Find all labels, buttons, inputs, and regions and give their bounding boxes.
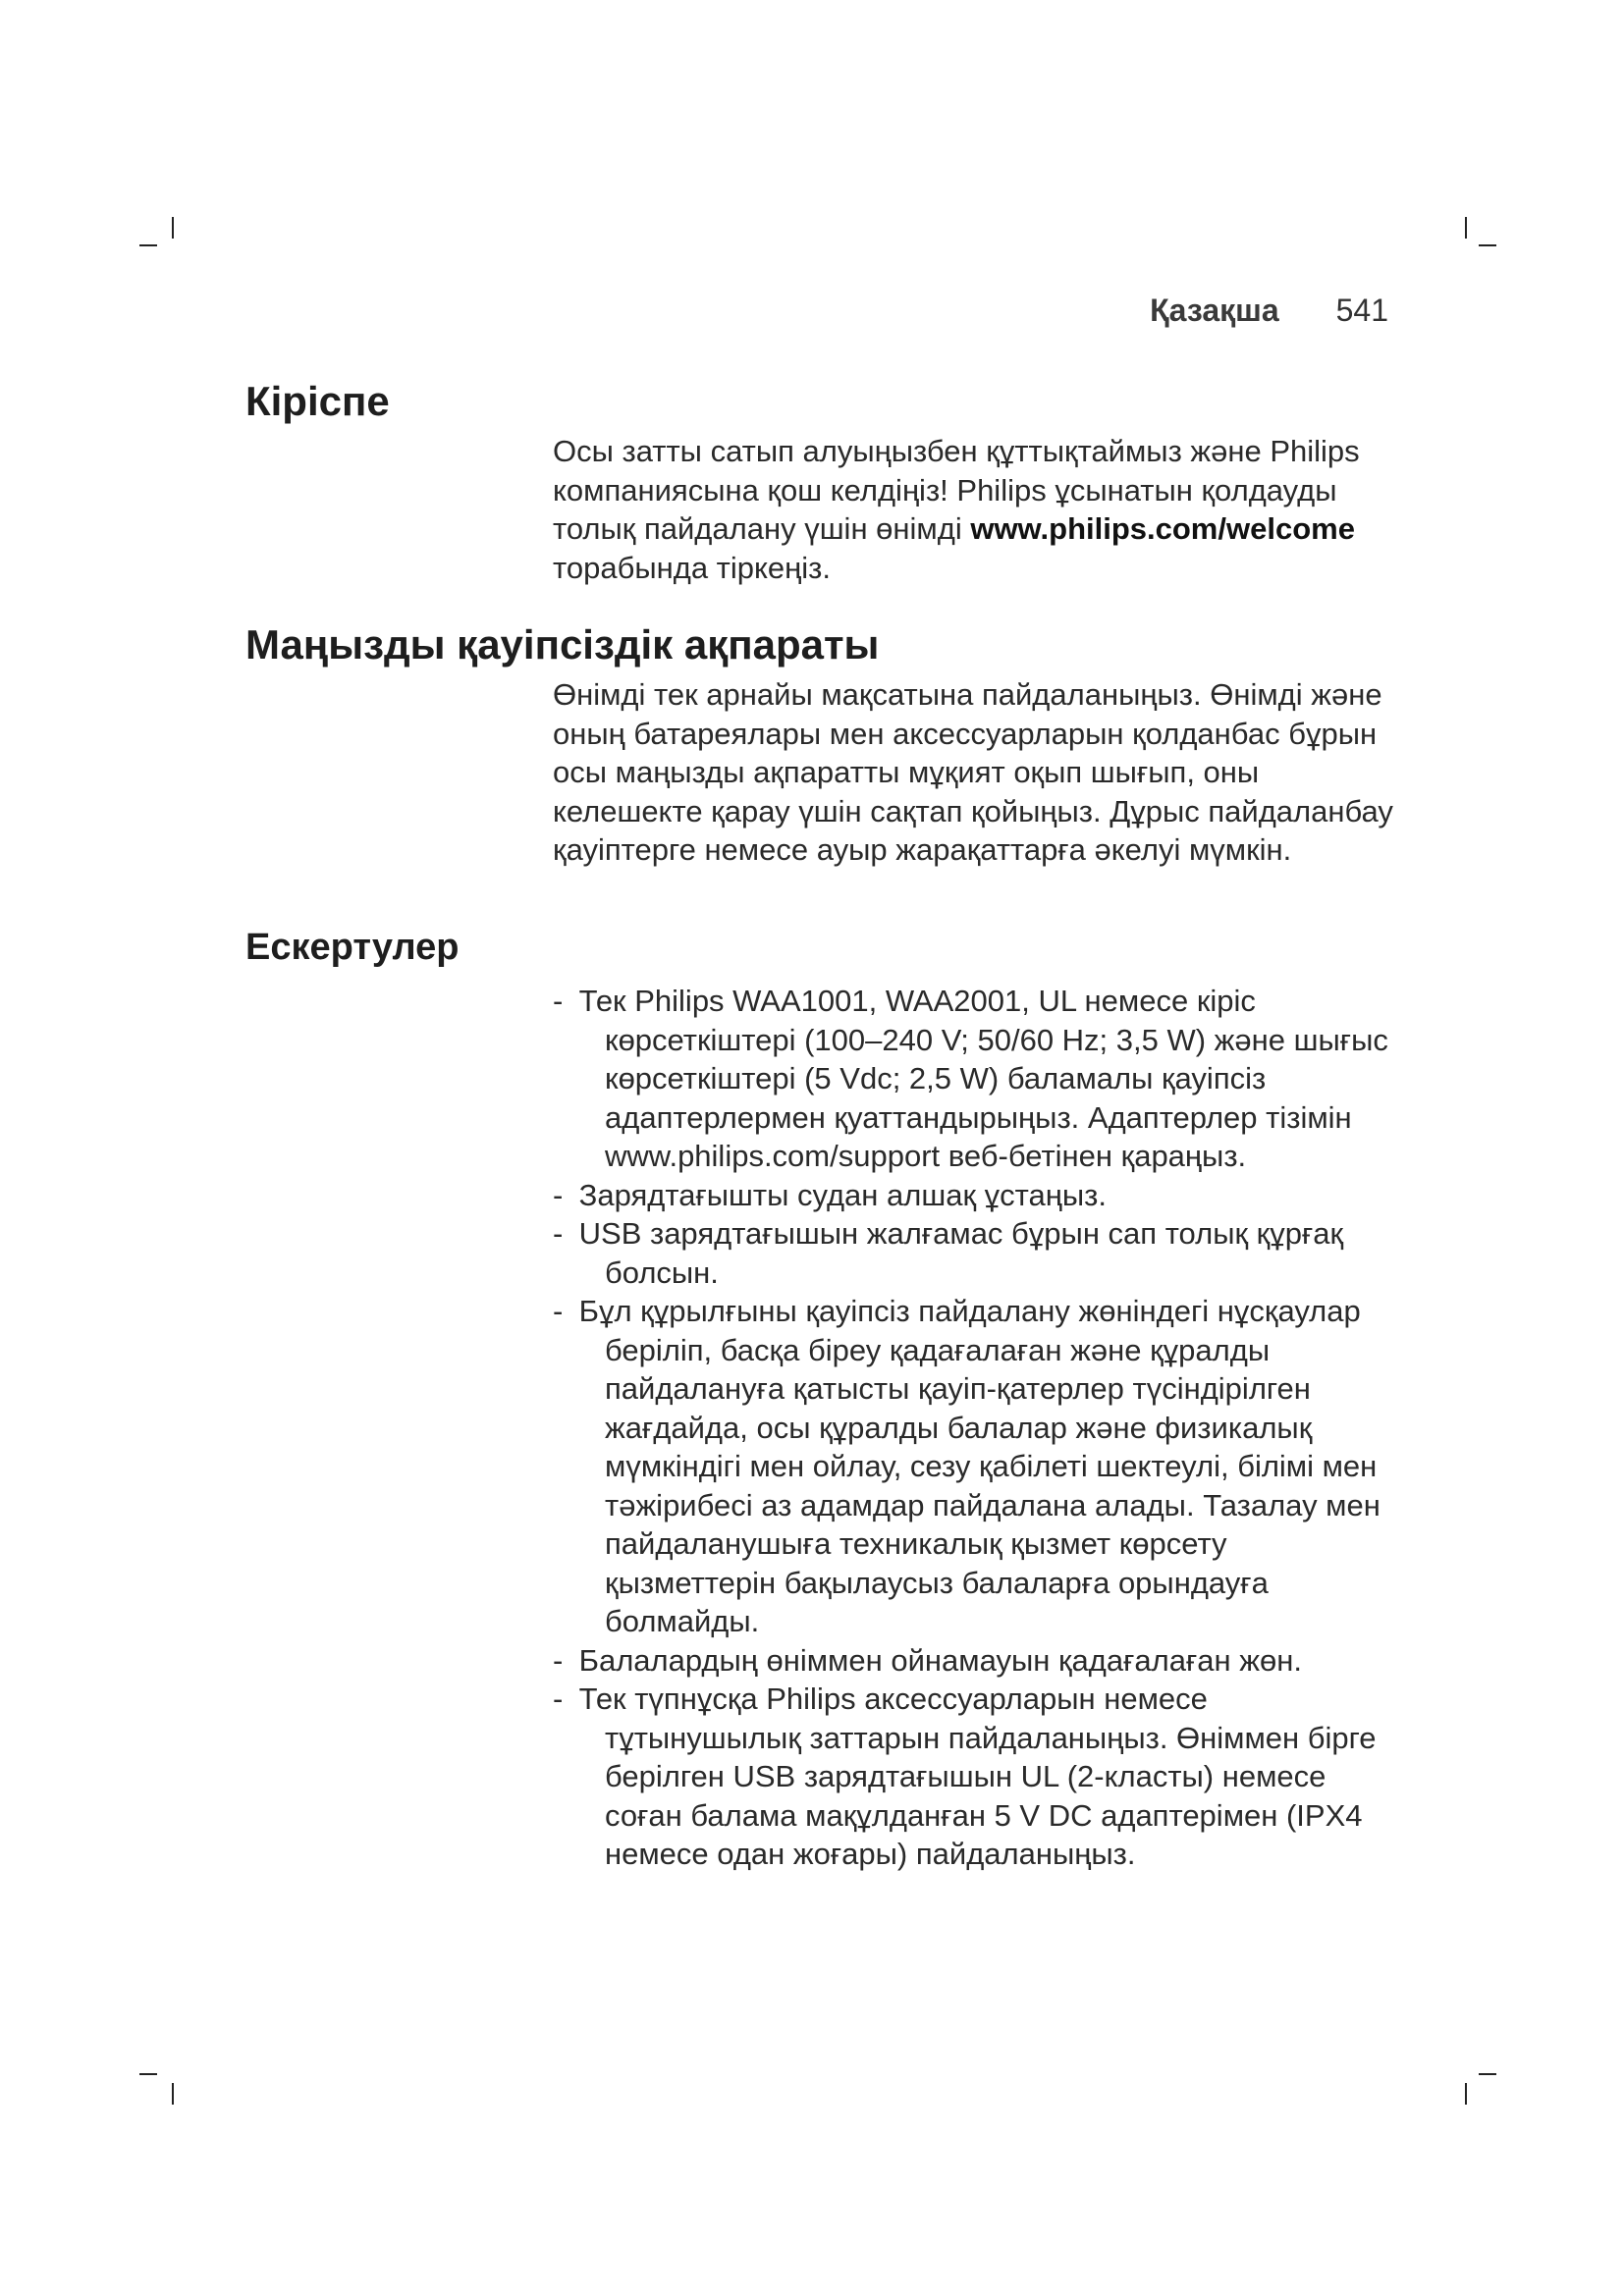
- running-header: [1150, 293, 1388, 329]
- crop-mark-bottom-left-v: [172, 2083, 174, 2105]
- warning-item: - Бұл құрылғыны қауіпсіз пайдалану жөніндегі нұсқаулар беріліп, басқа біреу қадағалаған және құралды пайдалануға қатысты қауіп-қатерлер түсіндірілген жағдайда, осы құралды балалар және физикалық мүмкіндігі мен ойлау, сезу қабілеті шектеулі, білімі мен тәжірибесі аз адамдар пайдалана алады. Тазалау мен пайдаланушыға техникалық қызмет көрсету қызметтерін бақылаусыз балаларға орындауға болмайды.: [553, 1294, 1380, 1638]
- language-label: Қазақша: [1150, 293, 1279, 328]
- intro-text-after-link: торабында тіркеңіз.: [553, 550, 831, 585]
- safety-paragraph: Өнімді тек арнайы мақсатына пайдаланыңыз. Өнімді және оның батареялары мен аксессуарларын қолданбас бұрын осы маңызды ақпаратты мұқият оқып шығып, оны келешекте қарау үшін сақтап қойыңыз. Дұрыс пайдаланбау қауіптерге немесе ауыр жарақаттарға әкелуі мүмкін.: [553, 677, 1393, 867]
- warning-item: - Тек түпнұсқа Philips аксессуарларын немесе тұтынушылық заттарын пайдаланыңыз. Өніммен бірге берілген USB зарядтағышын UL (2-класты) немесе соған балама мақұлданған 5 V DC адаптерімен (IPX4 немесе одан жоғары) пайдаланыңыз.: [553, 1682, 1377, 1871]
- warning-item: - Балалардың өніммен ойнамауын қадағалаған жөн.: [553, 1642, 1302, 1678]
- intro-text-before-link: Осы затты сатып алуыңызбен құттықтаймыз және Philips компаниясына қош келдіңіз! Philips ұсынатын қолдауды толық пайдалану үшін өнімді: [553, 434, 1360, 546]
- welcome-link[interactable]: www.philips.com/welcome: [970, 511, 1355, 546]
- warning-item: - USB зарядтағышын жалғамас бұрын сап толық құрғақ болсын.: [553, 1216, 1344, 1290]
- crop-mark-top-right-h: [1479, 244, 1496, 246]
- warning-item: - Зарядтағышты судан алшақ ұстаңыз.: [553, 1177, 1107, 1212]
- warning-item: - Тек Philips WAA1001, WAA2001, UL немесе кіріс көрсеткіштері (100–240 V; 50/60 Hz; 3,5 W) және шығыс көрсеткіштері (5 Vdc; 2,5 W) баламалы қауіпсіз адаптерлермен қуаттандырыңыз. Адаптерлер тізімін www.philips.com/support веб-бетінен қараңыз.: [553, 984, 1388, 1173]
- page-number: 541: [1335, 293, 1388, 328]
- crop-mark-top-right-v: [1465, 217, 1467, 239]
- intro-heading: Кіріспе: [245, 378, 390, 424]
- safety-heading: Маңызды қауіпсіздік ақпараты: [245, 621, 880, 667]
- crop-mark-bottom-right-v: [1465, 2083, 1467, 2105]
- crop-mark-top-left-v: [172, 217, 174, 239]
- crop-mark-top-left-h: [139, 244, 157, 246]
- crop-mark-bottom-right-h: [1479, 2073, 1496, 2075]
- warnings-list: [553, 982, 1397, 1874]
- intro-paragraph: [553, 432, 1397, 587]
- warnings-heading: Ескертулер: [245, 927, 460, 968]
- crop-mark-bottom-left-h: [139, 2073, 157, 2075]
